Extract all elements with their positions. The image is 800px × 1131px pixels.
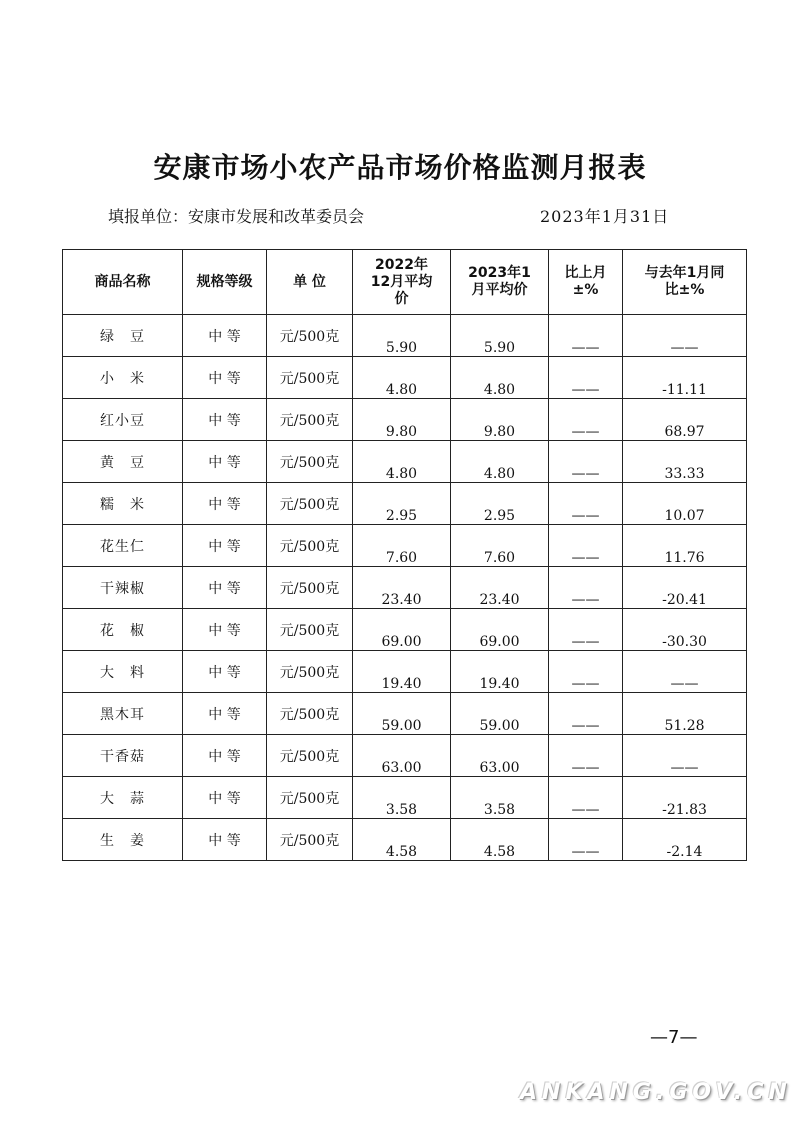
cell-yoy-change: -30.30	[623, 609, 747, 651]
cell-mom-change: ——	[549, 735, 623, 777]
cell-jan-2023-avg: 2.95	[451, 483, 549, 525]
cell-mom-change: ——	[549, 819, 623, 861]
fill-unit: 填报单位：安康市发展和改革委员会	[108, 207, 365, 226]
header-grade: 规格等级	[183, 250, 267, 315]
cell-jan-2023-avg: 7.60	[451, 525, 549, 567]
cell-unit: 元/500克	[267, 819, 353, 861]
cell-name: 黄 豆	[63, 441, 183, 483]
cell-grade: 中 等	[183, 777, 267, 819]
page-number: —7—	[650, 1027, 698, 1048]
cell-jan-2023-avg: 59.00	[451, 693, 549, 735]
cell-mom-change: ——	[549, 483, 623, 525]
cell-yoy-change: ——	[623, 735, 747, 777]
cell-jan-2023-avg: 63.00	[451, 735, 549, 777]
table-row	[63, 693, 747, 735]
table-row	[63, 441, 747, 483]
cell-mom-change: ——	[549, 315, 623, 357]
cell-dec-2022-avg: 4.80	[353, 357, 451, 399]
cell-grade: 中 等	[183, 357, 267, 399]
cell-name: 干香菇	[63, 735, 183, 777]
cell-dec-2022-avg: 3.58	[353, 777, 451, 819]
cell-name: 大 蒜	[63, 777, 183, 819]
cell-grade: 中 等	[183, 525, 267, 567]
header-dec-2022-avg: 2022年 12月平均 价	[353, 250, 451, 315]
cell-name: 黑木耳	[63, 693, 183, 735]
cell-unit: 元/500克	[267, 609, 353, 651]
cell-grade: 中 等	[183, 483, 267, 525]
header-yoy-change: 与去年1月同 比±%	[623, 250, 747, 315]
table-row	[63, 609, 747, 651]
cell-jan-2023-avg: 5.90	[451, 315, 549, 357]
cell-unit: 元/500克	[267, 357, 353, 399]
cell-grade: 中 等	[183, 651, 267, 693]
cell-mom-change: ——	[549, 651, 623, 693]
table-row	[63, 567, 747, 609]
cell-jan-2023-avg: 4.58	[451, 819, 549, 861]
cell-name: 花生仁	[63, 525, 183, 567]
cell-grade: 中 等	[183, 567, 267, 609]
cell-dec-2022-avg: 69.00	[353, 609, 451, 651]
cell-name: 生 姜	[63, 819, 183, 861]
cell-mom-change: ——	[549, 441, 623, 483]
cell-dec-2022-avg: 2.95	[353, 483, 451, 525]
cell-dec-2022-avg: 23.40	[353, 567, 451, 609]
cell-name: 干辣椒	[63, 567, 183, 609]
price-table	[62, 249, 747, 861]
cell-mom-change: ——	[549, 357, 623, 399]
header-name: 商品名称	[63, 250, 183, 315]
cell-yoy-change: -20.41	[623, 567, 747, 609]
table-row	[63, 651, 747, 693]
table-row	[63, 819, 747, 861]
table-row	[63, 399, 747, 441]
cell-yoy-change: ——	[623, 651, 747, 693]
cell-name: 糯 米	[63, 483, 183, 525]
cell-yoy-change: ——	[623, 315, 747, 357]
cell-unit: 元/500克	[267, 525, 353, 567]
cell-name: 小 米	[63, 357, 183, 399]
cell-unit: 元/500克	[267, 315, 353, 357]
cell-mom-change: ——	[549, 399, 623, 441]
cell-grade: 中 等	[183, 609, 267, 651]
header-unit: 单 位	[267, 250, 353, 315]
cell-dec-2022-avg: 4.58	[353, 819, 451, 861]
table-row	[63, 315, 747, 357]
cell-unit: 元/500克	[267, 483, 353, 525]
cell-yoy-change: 33.33	[623, 441, 747, 483]
cell-unit: 元/500克	[267, 651, 353, 693]
cell-grade: 中 等	[183, 735, 267, 777]
cell-unit: 元/500克	[267, 399, 353, 441]
cell-dec-2022-avg: 9.80	[353, 399, 451, 441]
cell-mom-change: ——	[549, 567, 623, 609]
header-jan-2023-avg: 2023年1 月平均价	[451, 250, 549, 315]
cell-mom-change: ——	[549, 609, 623, 651]
cell-mom-change: ——	[549, 525, 623, 567]
cell-yoy-change: 10.07	[623, 483, 747, 525]
cell-grade: 中 等	[183, 315, 267, 357]
cell-dec-2022-avg: 19.40	[353, 651, 451, 693]
table-row	[63, 483, 747, 525]
cell-jan-2023-avg: 3.58	[451, 777, 549, 819]
cell-yoy-change: 11.76	[623, 525, 747, 567]
cell-yoy-change: 51.28	[623, 693, 747, 735]
cell-jan-2023-avg: 69.00	[451, 609, 549, 651]
table-header-row	[63, 250, 747, 315]
cell-yoy-change: -2.14	[623, 819, 747, 861]
cell-dec-2022-avg: 4.80	[353, 441, 451, 483]
cell-name: 花 椒	[63, 609, 183, 651]
cell-dec-2022-avg: 63.00	[353, 735, 451, 777]
cell-jan-2023-avg: 19.40	[451, 651, 549, 693]
cell-unit: 元/500克	[267, 693, 353, 735]
cell-dec-2022-avg: 5.90	[353, 315, 451, 357]
cell-unit: 元/500克	[267, 735, 353, 777]
cell-grade: 中 等	[183, 441, 267, 483]
cell-grade: 中 等	[183, 693, 267, 735]
table-row	[63, 777, 747, 819]
cell-yoy-change: -21.83	[623, 777, 747, 819]
cell-mom-change: ——	[549, 693, 623, 735]
cell-jan-2023-avg: 4.80	[451, 357, 549, 399]
report-title: 安康市场小农产品市场价格监测月报表	[153, 151, 647, 184]
cell-grade: 中 等	[183, 399, 267, 441]
cell-jan-2023-avg: 23.40	[451, 567, 549, 609]
cell-unit: 元/500克	[267, 567, 353, 609]
watermark: ANKANG.GOV.CN	[520, 1080, 792, 1105]
header-mom-change: 比上月 ±%	[549, 250, 623, 315]
cell-name: 红小豆	[63, 399, 183, 441]
cell-unit: 元/500克	[267, 777, 353, 819]
cell-mom-change: ——	[549, 777, 623, 819]
cell-dec-2022-avg: 7.60	[353, 525, 451, 567]
cell-jan-2023-avg: 4.80	[451, 441, 549, 483]
cell-yoy-change: -11.11	[623, 357, 747, 399]
cell-name: 大 料	[63, 651, 183, 693]
report-date: 2023年1月31日	[540, 207, 670, 226]
table-row	[63, 525, 747, 567]
cell-dec-2022-avg: 59.00	[353, 693, 451, 735]
cell-jan-2023-avg: 9.80	[451, 399, 549, 441]
cell-name: 绿 豆	[63, 315, 183, 357]
cell-grade: 中 等	[183, 819, 267, 861]
table-row	[63, 735, 747, 777]
table-row	[63, 357, 747, 399]
cell-yoy-change: 68.97	[623, 399, 747, 441]
table-body	[63, 315, 747, 861]
cell-unit: 元/500克	[267, 441, 353, 483]
